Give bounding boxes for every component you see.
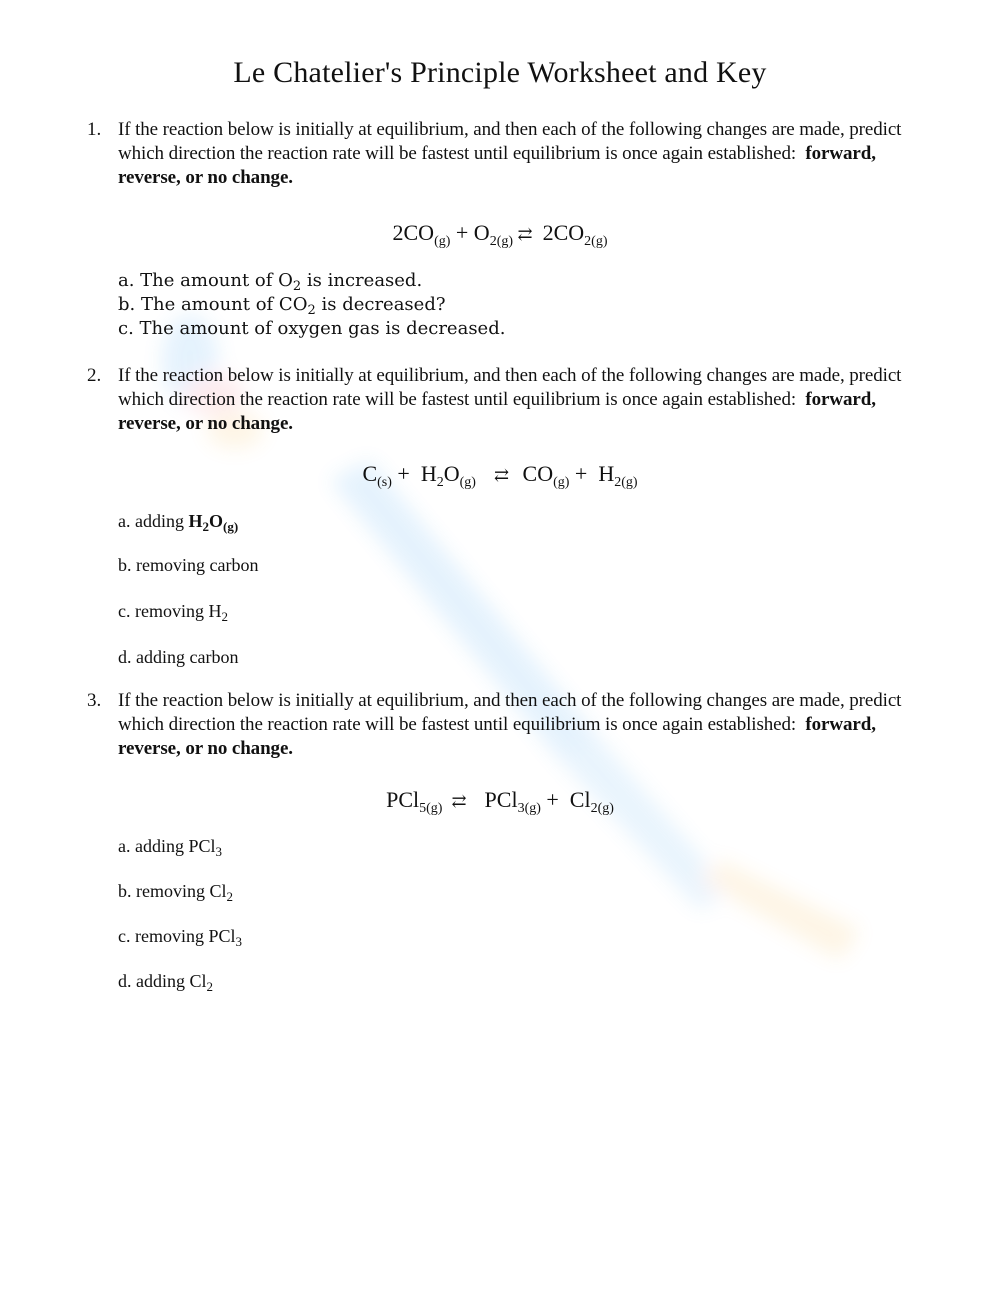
option-item [118,969,213,993]
prompt-text: If the reaction below is initially at equilibrium, and then each of the following changes are made, predict which direction the reaction rate will be fastest until equilibrium is once again established: [118,365,902,410]
question-number: 1. [87,119,102,140]
equilibrium-arrow-icon: ⇄ [442,791,485,811]
option-item [118,599,228,623]
eq-term: 2CO [392,220,435,245]
option-item [118,879,233,903]
eq-sub: (g) [553,475,570,490]
option-sub: 2 [307,303,316,318]
page-title: Le Chatelier's Principle Worksheet and Key [233,56,767,89]
eq-sub: 3(g) [517,801,541,816]
question-prompt [118,118,938,190]
option-text: c. removing PCl [118,926,236,946]
option-item [118,924,242,948]
answer-choices: forward, reverse, or no change. [118,389,876,434]
reaction-equation [0,787,1000,816]
question-number: 2. [87,365,102,386]
option-text: d. adding carbon [118,647,239,667]
answer-choices: forward, reverse, or no change. [118,143,876,188]
option-text: b. The amount of CO [118,294,308,315]
eq-sub: 2(g) [614,475,638,490]
option-item [118,834,222,858]
option-text: d. adding Cl [118,971,207,991]
eq-sub: 2 [436,475,444,490]
option-text: a. adding PCl [118,836,216,856]
eq-sub: (g) [434,234,451,249]
eq-term: + Cl [540,787,591,812]
option-item [118,509,238,533]
option-text: is increased. [301,270,423,291]
eq-sub: (g) [459,475,476,490]
eq-sub: 2(g) [584,234,608,249]
option-sub: 2 [226,889,233,904]
prompt-text: If the reaction below is initially at equilibrium, and then each of the following changes are made, predict which direction the reaction rate will be fastest until equilibrium is once again established: [118,690,902,735]
eq-sub: (s) [377,475,392,490]
eq-term: C [362,461,378,486]
option-text: c. The amount of oxygen gas is decreased. [118,318,506,339]
option-sub: 3 [235,934,242,949]
reaction-equation [0,220,1000,249]
eq-term: + H [391,461,437,486]
option-bold: H [188,511,203,531]
question-prompt [118,689,938,761]
option-item [118,293,446,317]
prompt-text: If the reaction below is initially at equilibrium, and then each of the following changes are made, predict which direction the reaction rate will be fastest until equilibrium is once again established: [118,119,902,164]
equilibrium-arrow-icon: ⇄ [475,465,523,485]
option-item [118,269,422,293]
option-item [118,645,238,669]
option-text: a. adding [118,511,189,531]
eq-term: O [443,461,460,486]
option-item [118,317,505,341]
option-sub: 2 [292,279,302,294]
eq-sub: 2(g) [489,234,514,249]
option-item [118,553,258,577]
question-prompt [118,364,938,436]
option-sub: 2 [206,979,213,994]
eq-term: CO [522,461,554,486]
eq-term: + O [450,220,490,245]
option-text: b. removing carbon [118,555,259,575]
eq-term: + H [569,461,615,486]
option-sub: (g) [223,519,239,534]
equilibrium-arrow-icon: ⇄ [513,224,538,244]
option-sub: 3 [215,844,222,859]
answer-choices: forward, reverse, or no change. [118,714,876,759]
option-bold: O [209,511,224,531]
option-text: is decreased? [315,294,446,315]
question-number: 3. [87,690,102,711]
eq-term: PCl [386,787,420,812]
option-text: c. removing H [118,601,222,621]
option-sub: 2 [202,519,209,534]
reaction-equation [0,461,1000,490]
eq-term: 2CO [537,220,585,245]
eq-sub: 5(g) [419,801,443,816]
option-sub: 2 [221,609,228,624]
option-text: a. The amount of O [118,270,293,291]
eq-sub: 2(g) [590,801,614,816]
eq-term: PCl [484,787,518,812]
option-text: b. removing Cl [118,881,227,901]
